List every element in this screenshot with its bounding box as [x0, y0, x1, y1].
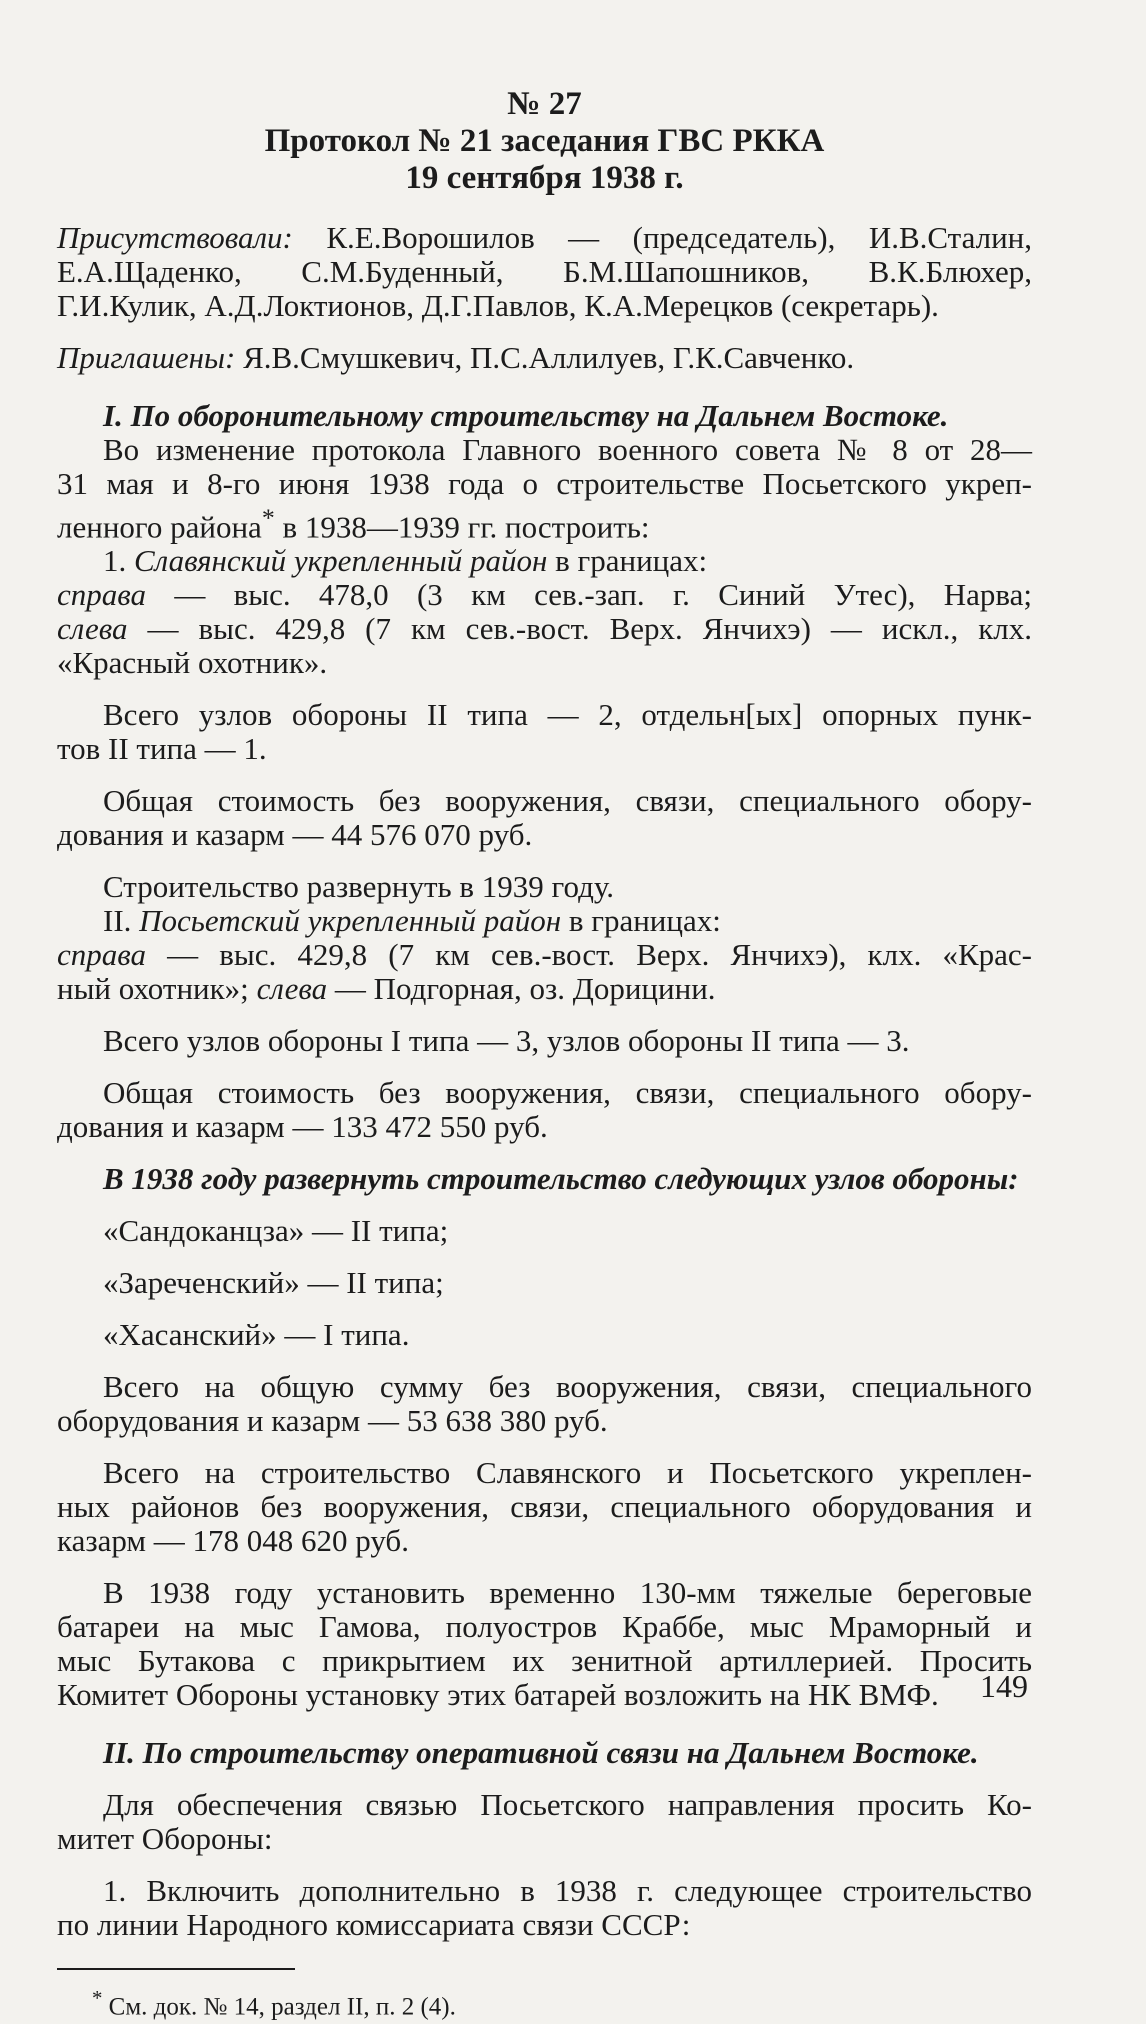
- item-1-nodes-2: тов II типа — 1.: [57, 731, 267, 767]
- para-1-line-1: Во изменение протокола Главного военного совета № 8 от 28—: [103, 432, 1032, 467]
- item-2-cost-2: дования и казарм — 133 472 550 руб.: [57, 1109, 548, 1145]
- item-2-name: Посьетский укрепленный район: [139, 903, 562, 939]
- total-1: Всего на строительство Славянского и Посьетского укреплен-: [103, 1455, 1032, 1491]
- battery-4: Комитет Обороны установку этих батарей возложить на НК ВМФ.: [57, 1677, 939, 1713]
- invited-label: Приглашены:: [57, 340, 236, 375]
- item-2-tail: в границах:: [561, 903, 721, 939]
- present-names-1: К.Е.Ворошилов — (председатель), И.В.Сталин,: [326, 220, 1033, 255]
- battery-3: мыс Бутакова с прикрытием их зенитной артиллерией. Просить: [57, 1643, 1032, 1679]
- total-2: ных районов без вооружения, связи, специального оборудования и: [57, 1489, 1032, 1525]
- item-1-year: Строительство развернуть в 1939 году.: [103, 869, 615, 905]
- footnote: [57, 1982, 1032, 2023]
- node-1: «Сандоканцза» — II типа;: [103, 1213, 449, 1249]
- footnote-text: См. док. № 14, раздел II, п. 2 (4).: [108, 1993, 456, 2021]
- footnote-ref: *: [261, 503, 275, 532]
- page-text: [57, 86, 1032, 2024]
- section-2-heading: II. По строительству оперативной связи на Дальнем Востоке.: [103, 1735, 979, 1771]
- left-label: слева: [256, 971, 328, 1007]
- item-2-right: — выс. 429,8 (7 км сев.-вост. Верх. Янчихэ), клх. «Крас-: [146, 937, 1032, 973]
- document-title: Протокол № 21 заседания ГВС РККА: [264, 123, 825, 159]
- item-2-number: II.: [103, 903, 140, 939]
- item-2-line-3: [57, 972, 1032, 1006]
- right-label: справа: [57, 577, 147, 613]
- para-1-line-3: [57, 501, 1032, 544]
- para-1-line-2: 31 мая и 8-го июня 1938 года о строительстве Посьетского укреп-: [57, 466, 1032, 501]
- para-1-text-tail: в 1938—1939 гг. построить:: [274, 509, 650, 545]
- node-2: «Зареченский» — II типа;: [103, 1265, 444, 1301]
- item-2-cost-1: Общая стоимость без вооружения, связи, специального обору-: [103, 1075, 1032, 1111]
- section-2-para-2: митет Обороны:: [57, 1821, 273, 1857]
- para-1-text: ленного района: [57, 509, 262, 545]
- battery-1: В 1938 году установить временно 130-мм тяжелые береговые: [103, 1575, 1032, 1611]
- item-1-line-2: [57, 578, 1032, 612]
- document-number: № 27: [507, 86, 582, 122]
- section-2-para-1: Для обеспечения связью Посьетского направления просить Ко-: [103, 1787, 1032, 1823]
- item-2-nodes: Всего узлов обороны I типа — 3, узлов обороны II типа — 3.: [103, 1023, 910, 1059]
- footnote-divider: [57, 1968, 295, 1970]
- node-3: «Хасанский» — I типа.: [103, 1317, 410, 1353]
- item-1-left: — выс. 429,8 (7 км сев.-вост. Верх. Янчихэ) — искл., клх.: [127, 611, 1032, 647]
- item-1-cost-2: дования и казарм — 44 576 070 руб.: [57, 817, 533, 853]
- item-1-name: Славянский укрепленный район: [134, 543, 548, 579]
- battery-2: батареи на мыс Гамова, полуостров Краббе, мыс Мраморный и: [57, 1609, 1032, 1645]
- year-1938-heading: В 1938 году развернуть строительство следующих узлов обороны:: [103, 1161, 1019, 1197]
- item-1-cost-1: Общая стоимость без вооружения, связи, специального обору-: [103, 783, 1032, 819]
- item-1-number: 1.: [103, 543, 134, 579]
- item-2-line-2: [57, 938, 1032, 972]
- invited-names: Я.В.Смушкевич, П.С.Аллилуев, Г.К.Савченко.: [243, 340, 855, 375]
- present-label: Присутствовали:: [57, 220, 293, 255]
- footnote-mark: *: [92, 1986, 103, 2011]
- present-line-1: [57, 221, 1032, 255]
- section-2-item-2: по линии Народного комиссариата связи СССР:: [57, 1907, 691, 1943]
- total-3: казарм — 178 048 620 руб.: [57, 1523, 409, 1559]
- item-1-right: — выс. 478,0 (3 км сев.-зап. г. Синий Утес), Нарва;: [146, 577, 1032, 613]
- section-1-heading: I. По оборонительному строительству на Дальнем Востоке.: [103, 398, 949, 433]
- sum-2: оборудования и казарм — 53 638 380 руб.: [57, 1403, 608, 1439]
- page-number: 149: [980, 1668, 1028, 1704]
- item-1-nodes-1: Всего узлов обороны II типа — 2, отдельн[ых] опорных пунк-: [103, 697, 1032, 733]
- item-2-left: — Подгорная, оз. Дорицини.: [327, 971, 716, 1007]
- sum-1: Всего на общую сумму без вооружения, связи, специального: [103, 1369, 1032, 1405]
- present-line-3: Г.И.Кулик, А.Д.Локтионов, Д.Г.Павлов, К.А.Мерецков (секретарь).: [57, 288, 939, 323]
- left-label: слева: [57, 611, 128, 647]
- item-1-line-4: «Красный охотник».: [57, 645, 328, 681]
- item-2-line-1: [57, 904, 1032, 938]
- section-2-item-1: 1. Включить дополнительно в 1938 г. следующее строительство: [103, 1873, 1032, 1909]
- item-1-line-3: [57, 612, 1032, 646]
- right-label: справа: [57, 937, 147, 973]
- invited-line: [57, 341, 1032, 375]
- present-line-2: Е.А.Щаденко, С.М.Буденный, Б.М.Шапошников, В.К.Блюхер,: [57, 254, 1032, 289]
- item-2-text: ный охотник»;: [57, 971, 257, 1007]
- item-1-line-1: [57, 544, 1032, 578]
- item-1-tail: в границах:: [547, 543, 708, 579]
- document-date: 19 сентября 1938 г.: [405, 160, 684, 196]
